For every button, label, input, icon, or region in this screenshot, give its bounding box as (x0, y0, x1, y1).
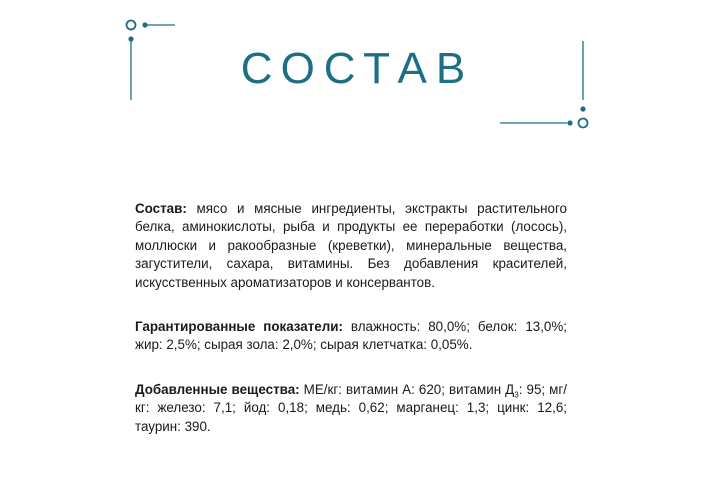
guaranteed-values-text: влажность: 80,0%; белок: 13,0%; жир: 2,5%; сырая зола: 2,0%; сырая клетчатка: 0,05%. (135, 319, 568, 353)
vitamin-d-subscript: 3 (514, 390, 519, 400)
composition-text: мясо и мясные ингредиенты, экстракты растительного белка, аминокислоты, рыба и продукты ее переработки (лосось), моллюски и ракообразные (креветки), минеральные вещества, загустители, сахара, витамины. Без добавления красителей, искусственных ароматизаторов и консервантов. (135, 201, 567, 290)
guaranteed-values-label: Гарантированные показатели: (135, 319, 343, 335)
page-title: СОСТАВ (240, 44, 475, 93)
composition-label: Состав: (135, 201, 187, 216)
additives-text-part1: МЕ/кг: витамин А: 620; витамин Д (299, 381, 515, 397)
guaranteed-values-paragraph (135, 318, 567, 355)
additives-label: Добавленные вещества: (135, 381, 300, 397)
additives-text-part2: : 95; мг/кг: железо: 7,1; йод: 0,18; медь: 0,62; марганец: 1,3; цинк: 12,6; таурин: 390. (135, 381, 567, 434)
composition-content (135, 200, 567, 462)
additives-paragraph (135, 381, 567, 436)
composition-paragraph (135, 200, 567, 292)
